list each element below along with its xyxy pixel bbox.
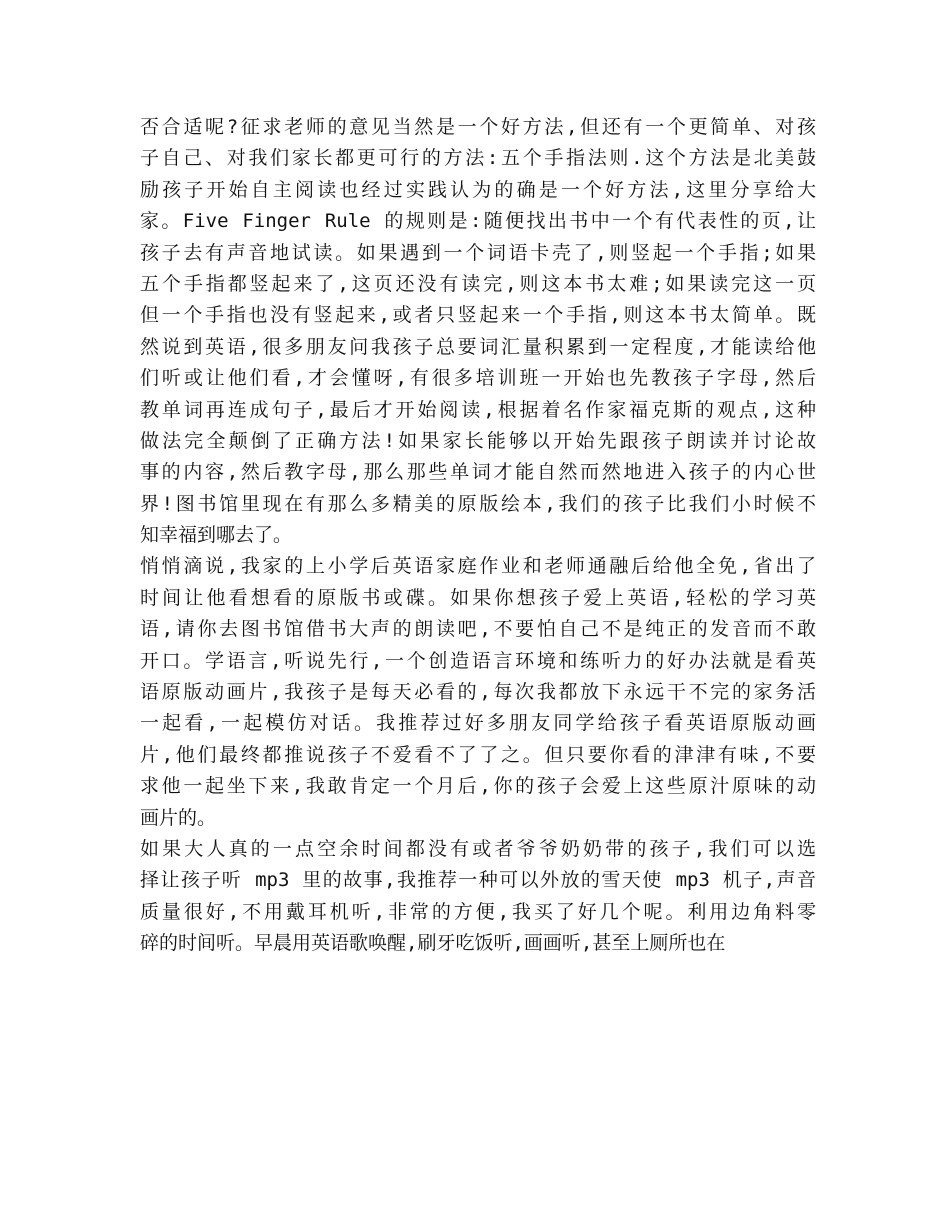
text-line: 片,他们最终都推说孩子不爱看不了了之。但只要你看的津津有味,不要 bbox=[140, 743, 816, 766]
text-line: 家。Five Finger Rule 的规则是:随便找出书中一个有代表性的页,让 bbox=[140, 210, 816, 233]
text-line: 否合适呢?征求老师的意见当然是一个好方法,但还有一个更简单、对孩 bbox=[140, 116, 816, 138]
text-line: 语原版动画片,我孩子是每天必看的,每次我都放下永远干不完的家务活 bbox=[140, 681, 816, 704]
text-line: 子自己、对我们家长都更可行的方法:五个手指法则.这个方法是北美鼓 bbox=[140, 147, 816, 170]
paragraph bbox=[140, 112, 816, 551]
text-line: 求他一起坐下来,我敢肯定一个月后,你的孩子会爱上这些原汁原味的动 bbox=[140, 775, 816, 798]
text-line: 教单词再连成句子,最后才开始阅读,根据着名作家福克斯的观点,这种 bbox=[140, 398, 816, 421]
text-line: 励孩子开始自主阅读也经过实践认为的确是一个好方法,这里分享给大 bbox=[140, 178, 816, 201]
text-line: 如果大人真的一点空余时间都没有或者爷爷奶奶带的孩子,我们可以选 bbox=[140, 837, 816, 860]
paragraph bbox=[140, 551, 816, 834]
text-line: 时间让他看想看的原版书或碟。如果你想孩子爱上英语,轻松的学习英 bbox=[140, 586, 816, 609]
text-line: 然说到英语,很多朋友问我孩子总要词汇量积累到一定程度,才能读给他 bbox=[140, 335, 816, 358]
text-line: 们听或让他们看,才会懂呀,有很多培训班一开始也先教孩子字母,然后 bbox=[140, 367, 816, 390]
text-line: 开口。学语言,听说先行,一个创造语言环境和练听力的好办法就是看英 bbox=[140, 649, 816, 672]
text-line: 一起看,一起模仿对话。我推荐过好多朋友同学给孩子看英语原版动画 bbox=[140, 712, 816, 735]
text-line: 画片的。 bbox=[140, 806, 217, 829]
document-page bbox=[140, 112, 816, 960]
text-line: 孩子去有声音地试读。如果遇到一个词语卡壳了,则竖起一个手指;如果 bbox=[140, 241, 816, 264]
text-line: 事的内容,然后教字母,那么那些单词才能自然而然地进入孩子的内心世 bbox=[140, 461, 816, 484]
text-line: 做法完全颠倒了正确方法!如果家长能够以开始先跟孩子朗读并讨论故 bbox=[140, 429, 816, 452]
text-line: 但一个手指也没有竖起来,或者只竖起来一个手指,则这本书太简单。既 bbox=[140, 304, 816, 327]
text-line: 择让孩子听 mp3 里的故事,我推荐一种可以外放的雪天使 mp3 机子,声音 bbox=[140, 869, 816, 892]
paragraph bbox=[140, 834, 816, 960]
text-line: 质量很好,不用戴耳机听,非常的方便,我买了好几个呢。利用边角料零 bbox=[140, 900, 816, 923]
text-line: 悄悄滴说,我家的上小学后英语家庭作业和老师通融后给他全免,省出了 bbox=[140, 555, 816, 578]
text-line: 语,请你去图书馆借书大声的朗读吧,不要怕自己不是纯正的发音而不敢 bbox=[140, 618, 816, 641]
text-line: 碎的时间听。早晨用英语歌唤醒,刷牙吃饭听,画画听,甚至上厕所也在 bbox=[140, 932, 726, 955]
text-line: 界!图书馆里现在有那么多精美的原版绘本,我们的孩子比我们小时候不 bbox=[140, 492, 816, 515]
text-line: 知幸福到哪去了。 bbox=[140, 524, 293, 547]
text-line: 五个手指都竖起来了,这页还没有读完,则这本书太难;如果读完这一页 bbox=[140, 272, 816, 295]
